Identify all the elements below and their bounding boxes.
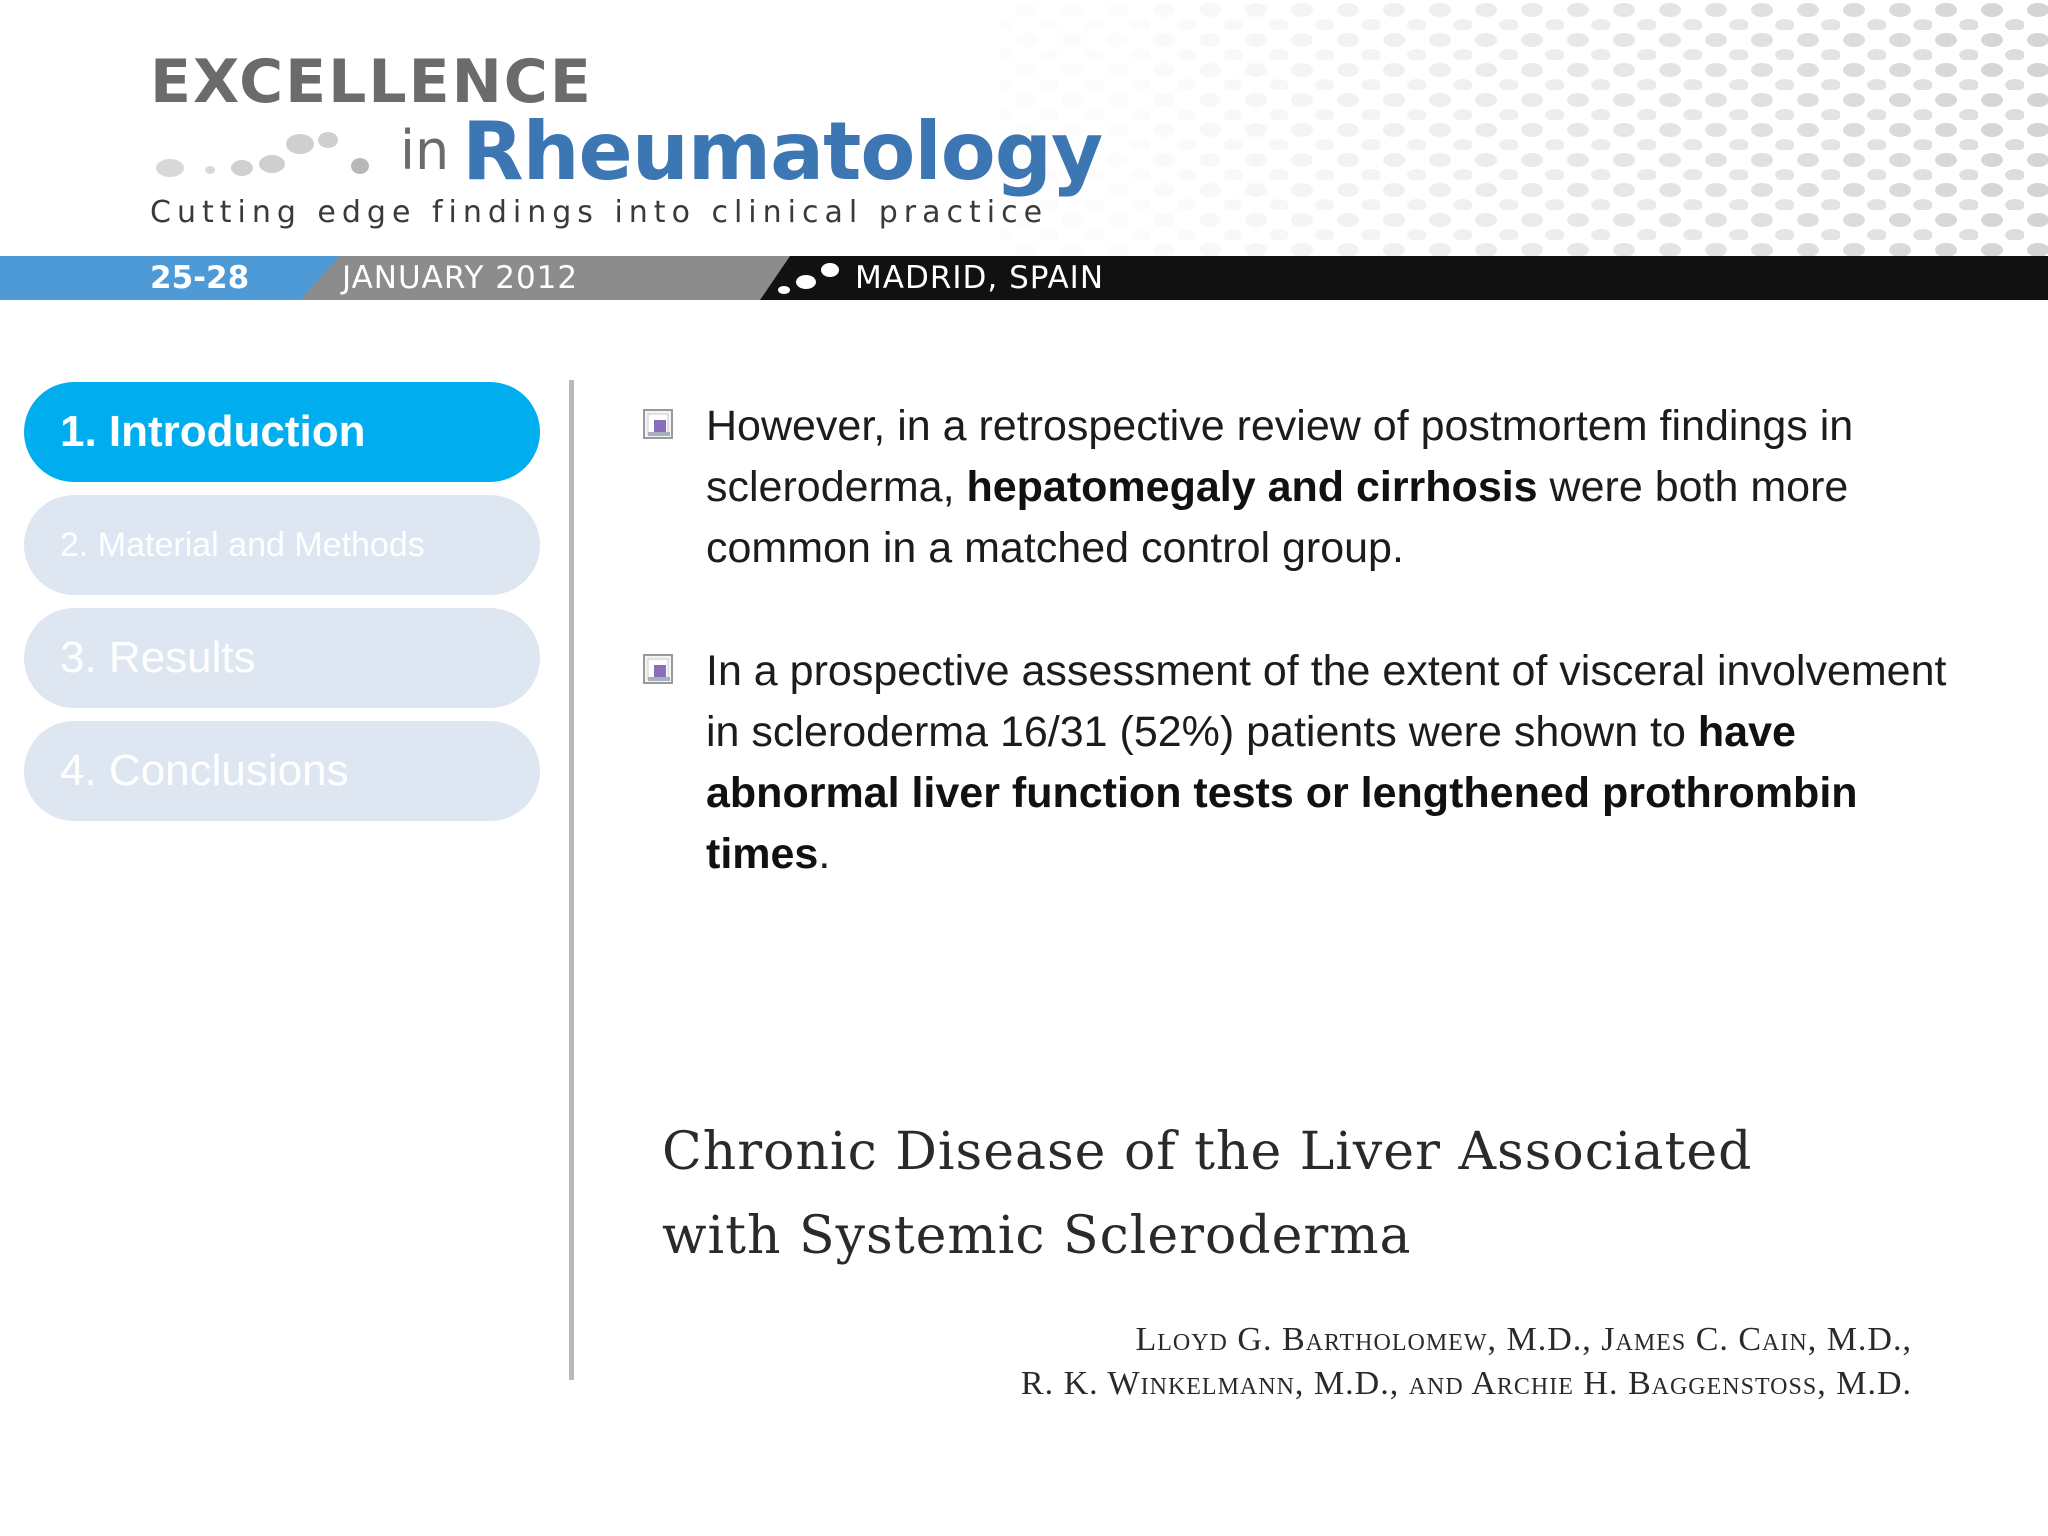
nav-item-label: 3. Results [60,633,256,682]
conference-dateline [0,256,2048,300]
bullet-text: In a prospective assessment of the extent of visceral involvement in scleroderma 16/31 (52%) patients were shown to [706,647,1947,756]
article-title-line: Chronic Disease of the Liver Associated [662,1122,1753,1182]
checkbox-bullet-icon [642,408,676,442]
bullet-text: . [818,830,831,878]
article-header-image [662,1110,1912,1430]
nav-item-introduction[interactable] [24,382,540,482]
bullet-emphasis: have abnormal liver function tests or lengthened prothrombin times [706,708,1858,878]
checkbox-bullet-icon [642,653,676,687]
nav-item-material-and-methods[interactable] [24,495,540,595]
location-dots-icon [774,260,846,296]
brand-excellence-text: EXCELLENCE [150,47,593,117]
nav-item-label: 4. Conclusions [60,746,349,795]
brand-tagline: Cutting edge findings into clinical practice [150,195,1049,230]
vertical-divider [569,380,574,1380]
section-nav [24,382,540,834]
conference-location: MADRID, SPAIN [855,260,1105,296]
conference-banner [0,0,2048,300]
bullet-text: were both more common in a matched control group. [706,463,1849,572]
brand-rheumatology-text: Rheumatology [462,105,1103,198]
nav-item-results[interactable] [24,608,540,708]
slide-content [640,396,1990,885]
conference-month-year: JANUARY 2012 [342,260,579,296]
brand-dots-icon [150,120,390,180]
conference-dates: 25-28 [150,260,250,296]
article-title [662,1110,1912,1278]
article-title-line: with Systemic Scleroderma [662,1206,1412,1266]
article-authors-line: R. K. Winkelmann, M.D., and Archie H. Baggenstoss, M.D. [1020,1365,1912,1402]
nav-item-label: 2. Material and Methods [60,525,425,564]
bullet-emphasis: hepatomegaly and cirrhosis [966,463,1538,511]
nav-item-conclusions[interactable] [24,721,540,821]
bullet-point [640,396,1990,579]
nav-item-label: 1. Introduction [60,407,366,456]
bullet-text: However, in a retrospective review of postmortem findings in scleroderma, [706,402,1854,511]
brand-in-text: in [400,119,450,182]
article-authors-line: Lloyd G. Bartholomew, M.D., James C. Cain, M.D., [1135,1321,1912,1358]
article-authors [1021,1318,1912,1406]
bullet-point [640,641,1990,885]
